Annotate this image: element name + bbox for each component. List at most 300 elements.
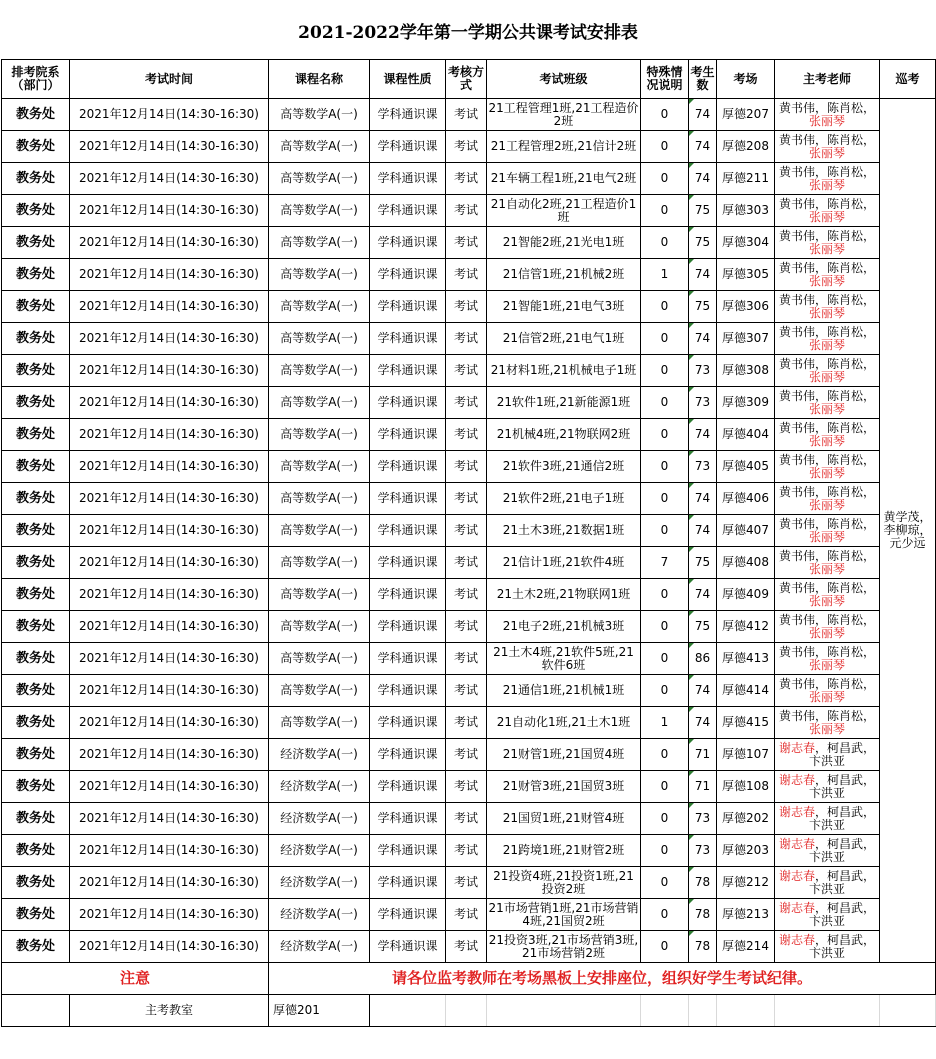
cell-special-note: 0	[641, 419, 689, 451]
cell-chief-examiner	[775, 867, 880, 899]
cell-chief-examiner	[775, 835, 880, 867]
table-row	[2, 131, 936, 163]
cell-exam-method: 考试	[446, 99, 487, 131]
cell-exam-classes: 21电子2班,21机械3班	[487, 611, 641, 643]
cell-exam-classes: 21投资3班,21市场营销3班,21市场营销2班	[487, 931, 641, 963]
cell-course-nature: 学科通识课	[370, 163, 446, 195]
cell-course-name: 经济数学A(一)	[269, 771, 370, 803]
header-classes: 考试班级	[487, 60, 641, 99]
cell-dept: 教务处	[2, 803, 70, 835]
cell-course-nature: 学科通识课	[370, 547, 446, 579]
cell-course-nature: 学科通识课	[370, 99, 446, 131]
cell-exam-room: 厚德203	[717, 835, 775, 867]
examiner-names-2: 张丽琴	[808, 433, 845, 448]
cell-course-name: 经济数学A(一)	[269, 835, 370, 867]
cell-student-count: 75	[689, 227, 717, 259]
footer-blank-cell	[370, 995, 446, 1027]
cell-exam-room: 厚德309	[717, 387, 775, 419]
cell-course-name: 高等数学A(一)	[269, 387, 370, 419]
cell-student-count: 71	[689, 771, 717, 803]
table-row	[2, 515, 936, 547]
cell-course-name: 高等数学A(一)	[269, 579, 370, 611]
cell-course-name: 经济数学A(一)	[269, 899, 370, 931]
cell-exam-method: 考试	[446, 387, 487, 419]
cell-chief-examiner	[775, 611, 880, 643]
cell-exam-room: 厚德303	[717, 195, 775, 227]
cell-course-nature: 学科通识课	[370, 355, 446, 387]
cell-exam-method: 考试	[446, 323, 487, 355]
examiner-names-2: 张丽琴	[808, 593, 845, 608]
cell-exam-time: 2021年12月14日(14:30-16:30)	[70, 643, 269, 675]
cell-exam-time: 2021年12月14日(14:30-16:30)	[70, 835, 269, 867]
cell-course-name: 高等数学A(一)	[269, 547, 370, 579]
cell-exam-classes: 21通信1班,21机械1班	[487, 675, 641, 707]
cell-course-name: 高等数学A(一)	[269, 163, 370, 195]
main-exam-room-value: 厚德201	[269, 995, 370, 1027]
cell-special-note: 0	[641, 611, 689, 643]
examiner-names-2: 张丽琴	[808, 465, 845, 480]
cell-course-nature: 学科通识课	[370, 195, 446, 227]
cell-exam-room: 厚德412	[717, 611, 775, 643]
cell-chief-examiner	[775, 163, 880, 195]
examiner-names-1: 黄书伟，陈肖松，	[778, 516, 875, 531]
cell-course-name: 高等数学A(一)	[269, 643, 370, 675]
examiner-names-1: 黄书伟，陈肖松，	[778, 292, 875, 307]
cell-exam-room: 厚德214	[717, 931, 775, 963]
cell-dept: 教务处	[2, 547, 70, 579]
cell-student-count: 74	[689, 579, 717, 611]
cell-chief-examiner	[775, 547, 880, 579]
header-teacher: 主考老师	[775, 60, 880, 99]
cell-exam-classes: 21土木2班,21物联网1班	[487, 579, 641, 611]
cell-exam-time: 2021年12月14日(14:30-16:30)	[70, 163, 269, 195]
cell-patrol: 黄学茂，李柳琼，元少远	[880, 99, 936, 963]
cell-exam-method: 考试	[446, 259, 487, 291]
cell-course-nature: 学科通识课	[370, 675, 446, 707]
cell-exam-classes: 21信管1班,21机械2班	[487, 259, 641, 291]
cell-exam-classes: 21市场营销1班,21市场营销4班,21国贸2班	[487, 899, 641, 931]
cell-dept: 教务处	[2, 99, 70, 131]
cell-exam-time: 2021年12月14日(14:30-16:30)	[70, 611, 269, 643]
examiner-names-2: 张丽琴	[808, 369, 845, 384]
cell-course-nature: 学科通识课	[370, 131, 446, 163]
cell-exam-room: 厚德404	[717, 419, 775, 451]
cell-exam-room: 厚德212	[717, 867, 775, 899]
cell-exam-time: 2021年12月14日(14:30-16:30)	[70, 931, 269, 963]
cell-course-nature: 学科通识课	[370, 419, 446, 451]
cell-chief-examiner	[775, 291, 880, 323]
examiner-names-2: 张丽琴	[808, 273, 845, 288]
cell-exam-room: 厚德213	[717, 899, 775, 931]
cell-dept: 教务处	[2, 515, 70, 547]
examiner-names-2: 张丽琴	[808, 305, 845, 320]
cell-exam-time: 2021年12月14日(14:30-16:30)	[70, 323, 269, 355]
examiner-names-1: 黄书伟，陈肖松，	[778, 388, 875, 403]
cell-course-nature: 学科通识课	[370, 867, 446, 899]
examiner-names-2: 张丽琴	[808, 529, 845, 544]
cell-special-note: 0	[641, 835, 689, 867]
table-row	[2, 195, 936, 227]
cell-exam-room: 厚德304	[717, 227, 775, 259]
cell-course-name: 高等数学A(一)	[269, 291, 370, 323]
table-row	[2, 931, 936, 963]
examiner-names-2: 张丽琴	[808, 337, 845, 352]
footer-blank-cell	[717, 995, 775, 1027]
cell-chief-examiner	[775, 931, 880, 963]
examiner-names-2: 张丽琴	[808, 497, 845, 512]
cell-course-nature: 学科通识课	[370, 739, 446, 771]
table-row	[2, 803, 936, 835]
cell-special-note: 0	[641, 355, 689, 387]
cell-special-note: 0	[641, 579, 689, 611]
examiner-names-2: 张丽琴	[808, 145, 845, 160]
table-row	[2, 579, 936, 611]
cell-course-name: 经济数学A(一)	[269, 739, 370, 771]
cell-dept: 教务处	[2, 195, 70, 227]
cell-course-name: 高等数学A(一)	[269, 419, 370, 451]
examiner-names-2: 张丽琴	[808, 721, 845, 736]
cell-exam-time: 2021年12月14日(14:30-16:30)	[70, 803, 269, 835]
cell-course-nature: 学科通识课	[370, 227, 446, 259]
examiner-names-2: 张丽琴	[808, 561, 845, 576]
cell-course-name: 高等数学A(一)	[269, 611, 370, 643]
cell-course-name: 高等数学A(一)	[269, 707, 370, 739]
table-row	[2, 675, 936, 707]
header-nature: 课程性质	[370, 60, 446, 99]
table-row	[2, 451, 936, 483]
cell-dept: 教务处	[2, 131, 70, 163]
cell-course-name: 经济数学A(一)	[269, 867, 370, 899]
cell-exam-method: 考试	[446, 227, 487, 259]
cell-exam-time: 2021年12月14日(14:30-16:30)	[70, 451, 269, 483]
cell-dept: 教务处	[2, 707, 70, 739]
cell-chief-examiner	[775, 195, 880, 227]
examiner-names-2: 张丽琴	[808, 113, 845, 128]
cell-student-count: 75	[689, 291, 717, 323]
examiner-names-1: 谢志春	[778, 868, 815, 883]
cell-exam-time: 2021年12月14日(14:30-16:30)	[70, 707, 269, 739]
cell-special-note: 0	[641, 771, 689, 803]
table-row	[2, 643, 936, 675]
cell-special-note: 1	[641, 259, 689, 291]
cell-special-note: 0	[641, 323, 689, 355]
cell-exam-room: 厚德407	[717, 515, 775, 547]
cell-student-count: 71	[689, 739, 717, 771]
table-header-row	[2, 60, 936, 99]
examiner-names-2: 张丽琴	[808, 625, 845, 640]
cell-exam-room: 厚德207	[717, 99, 775, 131]
footer-blank-cell	[487, 995, 641, 1027]
cell-exam-method: 考试	[446, 579, 487, 611]
cell-dept: 教务处	[2, 163, 70, 195]
cell-student-count: 75	[689, 195, 717, 227]
examiner-names-2: 张丽琴	[808, 209, 845, 224]
cell-exam-classes: 21财管1班,21国贸4班	[487, 739, 641, 771]
cell-exam-classes: 21材料1班,21机械电子1班	[487, 355, 641, 387]
cell-special-note: 0	[641, 99, 689, 131]
footer-blank-cell	[446, 995, 487, 1027]
examiner-names-2: ，柯昌武，卞洪亚	[808, 932, 876, 960]
cell-course-nature: 学科通识课	[370, 259, 446, 291]
footer-blank-cell	[880, 995, 936, 1027]
table-row	[2, 707, 936, 739]
cell-exam-room: 厚德406	[717, 483, 775, 515]
cell-course-nature: 学科通识课	[370, 835, 446, 867]
cell-chief-examiner	[775, 419, 880, 451]
table-row	[2, 867, 936, 899]
table-row	[2, 419, 936, 451]
cell-exam-method: 考试	[446, 451, 487, 483]
cell-student-count: 78	[689, 867, 717, 899]
cell-course-name: 高等数学A(一)	[269, 227, 370, 259]
cell-exam-method: 考试	[446, 835, 487, 867]
header-patrol: 巡考	[880, 60, 936, 99]
cell-exam-time: 2021年12月14日(14:30-16:30)	[70, 291, 269, 323]
cell-course-name: 高等数学A(一)	[269, 99, 370, 131]
examiner-names-2: ，柯昌武，卞洪亚	[808, 868, 876, 896]
cell-student-count: 74	[689, 675, 717, 707]
cell-exam-classes: 21信计1班,21软件4班	[487, 547, 641, 579]
cell-student-count: 74	[689, 323, 717, 355]
cell-exam-time: 2021年12月14日(14:30-16:30)	[70, 419, 269, 451]
cell-dept: 教务处	[2, 611, 70, 643]
notice-text: 请各位监考教师在考场黑板上安排座位，组织好学生考试纪律。	[269, 963, 936, 995]
cell-student-count: 74	[689, 259, 717, 291]
notice-label: 注意	[2, 963, 269, 995]
cell-chief-examiner	[775, 739, 880, 771]
cell-exam-time: 2021年12月14日(14:30-16:30)	[70, 675, 269, 707]
examiner-names-2: ，柯昌武，卞洪亚	[808, 900, 876, 928]
cell-exam-time: 2021年12月14日(14:30-16:30)	[70, 99, 269, 131]
cell-exam-room: 厚德405	[717, 451, 775, 483]
cell-dept: 教务处	[2, 291, 70, 323]
cell-exam-method: 考试	[446, 483, 487, 515]
cell-special-note: 0	[641, 931, 689, 963]
cell-chief-examiner	[775, 803, 880, 835]
examiner-names-1: 黄书伟，陈肖松，	[778, 484, 875, 499]
cell-dept: 教务处	[2, 835, 70, 867]
header-count: 考生数	[689, 60, 717, 99]
cell-student-count: 75	[689, 611, 717, 643]
cell-exam-room: 厚德408	[717, 547, 775, 579]
cell-exam-time: 2021年12月14日(14:30-16:30)	[70, 899, 269, 931]
examiner-names-2: ，柯昌武，卞洪亚	[808, 836, 876, 864]
cell-exam-time: 2021年12月14日(14:30-16:30)	[70, 387, 269, 419]
cell-exam-room: 厚德108	[717, 771, 775, 803]
examiner-names-1: 谢志春	[778, 900, 815, 915]
page-title: 2021-2022学年第一学期公共课考试安排表	[0, 0, 936, 60]
examiner-names-1: 黄书伟，陈肖松，	[778, 420, 875, 435]
cell-chief-examiner	[775, 355, 880, 387]
cell-course-nature: 学科通识课	[370, 899, 446, 931]
table-row	[2, 291, 936, 323]
examiner-names-1: 黄书伟，陈肖松，	[778, 356, 875, 371]
cell-chief-examiner	[775, 99, 880, 131]
cell-chief-examiner	[775, 899, 880, 931]
examiner-names-2: ，柯昌武，卞洪亚	[808, 804, 876, 832]
cell-exam-method: 考试	[446, 675, 487, 707]
cell-exam-room: 厚德413	[717, 643, 775, 675]
cell-special-note: 0	[641, 131, 689, 163]
cell-exam-time: 2021年12月14日(14:30-16:30)	[70, 355, 269, 387]
cell-chief-examiner	[775, 579, 880, 611]
footer-blank-cell	[775, 995, 880, 1027]
table-row	[2, 227, 936, 259]
cell-chief-examiner	[775, 643, 880, 675]
examiner-names-2: 张丽琴	[808, 657, 845, 672]
cell-student-count: 74	[689, 419, 717, 451]
cell-course-nature: 学科通识课	[370, 451, 446, 483]
cell-chief-examiner	[775, 675, 880, 707]
cell-dept: 教务处	[2, 355, 70, 387]
examiner-names-1: 谢志春	[778, 804, 815, 819]
cell-exam-classes: 21土木3班,21数据1班	[487, 515, 641, 547]
cell-course-nature: 学科通识课	[370, 931, 446, 963]
table-row	[2, 611, 936, 643]
cell-exam-method: 考试	[446, 163, 487, 195]
cell-course-nature: 学科通识课	[370, 611, 446, 643]
header-method: 考核方式	[446, 60, 487, 99]
cell-chief-examiner	[775, 483, 880, 515]
examiner-names-2: 张丽琴	[808, 401, 845, 416]
cell-exam-method: 考试	[446, 931, 487, 963]
header-course: 课程名称	[269, 60, 370, 99]
cell-student-count: 74	[689, 515, 717, 547]
examiner-names-1: 黄书伟，陈肖松，	[778, 708, 875, 723]
cell-dept: 教务处	[2, 483, 70, 515]
cell-student-count: 74	[689, 131, 717, 163]
cell-special-note: 0	[641, 643, 689, 675]
cell-course-nature: 学科通识课	[370, 291, 446, 323]
cell-dept: 教务处	[2, 643, 70, 675]
cell-chief-examiner	[775, 323, 880, 355]
cell-exam-method: 考试	[446, 355, 487, 387]
cell-exam-time: 2021年12月14日(14:30-16:30)	[70, 259, 269, 291]
examiner-names-1: 黄书伟，陈肖松，	[778, 164, 875, 179]
examiner-names-2: ，柯昌武，卞洪亚	[808, 740, 876, 768]
cell-course-nature: 学科通识课	[370, 579, 446, 611]
cell-exam-classes: 21软件2班,21电子1班	[487, 483, 641, 515]
cell-chief-examiner	[775, 387, 880, 419]
cell-exam-classes: 21工程管理1班,21工程造价2班	[487, 99, 641, 131]
cell-course-nature: 学科通识课	[370, 707, 446, 739]
cell-exam-classes: 21机械4班,21物联网2班	[487, 419, 641, 451]
cell-exam-time: 2021年12月14日(14:30-16:30)	[70, 195, 269, 227]
cell-dept: 教务处	[2, 259, 70, 291]
cell-dept: 教务处	[2, 675, 70, 707]
cell-student-count: 73	[689, 355, 717, 387]
cell-dept: 教务处	[2, 323, 70, 355]
cell-exam-room: 厚德305	[717, 259, 775, 291]
cell-exam-room: 厚德409	[717, 579, 775, 611]
cell-student-count: 74	[689, 99, 717, 131]
cell-exam-classes: 21智能1班,21电气3班	[487, 291, 641, 323]
table-row	[2, 163, 936, 195]
cell-exam-time: 2021年12月14日(14:30-16:30)	[70, 867, 269, 899]
cell-exam-classes: 21软件3班,21通信2班	[487, 451, 641, 483]
header-time: 考试时间	[70, 60, 269, 99]
cell-exam-time: 2021年12月14日(14:30-16:30)	[70, 227, 269, 259]
cell-chief-examiner	[775, 771, 880, 803]
cell-course-name: 高等数学A(一)	[269, 515, 370, 547]
examiner-names-2: 张丽琴	[808, 689, 845, 704]
cell-special-note: 7	[641, 547, 689, 579]
cell-special-note: 0	[641, 291, 689, 323]
examiner-names-1: 黄书伟，陈肖松，	[778, 100, 875, 115]
examiner-names-1: 黄书伟，陈肖松，	[778, 260, 875, 275]
cell-chief-examiner	[775, 515, 880, 547]
cell-student-count: 86	[689, 643, 717, 675]
cell-exam-time: 2021年12月14日(14:30-16:30)	[70, 739, 269, 771]
cell-special-note: 1	[641, 707, 689, 739]
cell-exam-room: 厚德414	[717, 675, 775, 707]
cell-special-note: 0	[641, 451, 689, 483]
cell-course-nature: 学科通识课	[370, 387, 446, 419]
cell-exam-method: 考试	[446, 515, 487, 547]
cell-special-note: 0	[641, 739, 689, 771]
cell-student-count: 73	[689, 451, 717, 483]
header-special: 特殊情况说明	[641, 60, 689, 99]
cell-special-note: 0	[641, 227, 689, 259]
cell-student-count: 73	[689, 387, 717, 419]
examiner-names-1: 黄书伟，陈肖松，	[778, 644, 875, 659]
cell-student-count: 78	[689, 931, 717, 963]
cell-exam-classes: 21智能2班,21光电1班	[487, 227, 641, 259]
cell-exam-method: 考试	[446, 611, 487, 643]
cell-dept: 教务处	[2, 931, 70, 963]
cell-special-note: 0	[641, 899, 689, 931]
cell-special-note: 0	[641, 803, 689, 835]
cell-exam-method: 考试	[446, 643, 487, 675]
table-row	[2, 835, 936, 867]
cell-course-name: 高等数学A(一)	[269, 131, 370, 163]
cell-exam-time: 2021年12月14日(14:30-16:30)	[70, 515, 269, 547]
cell-exam-room: 厚德307	[717, 323, 775, 355]
table-row	[2, 547, 936, 579]
examiner-names-1: 黄书伟，陈肖松，	[778, 452, 875, 467]
cell-course-name: 高等数学A(一)	[269, 355, 370, 387]
cell-exam-time: 2021年12月14日(14:30-16:30)	[70, 483, 269, 515]
table-row	[2, 771, 936, 803]
cell-course-name: 高等数学A(一)	[269, 323, 370, 355]
cell-exam-classes: 21财管3班,21国贸3班	[487, 771, 641, 803]
examiner-names-1: 黄书伟，陈肖松，	[778, 612, 875, 627]
cell-exam-room: 厚德208	[717, 131, 775, 163]
cell-dept: 教务处	[2, 899, 70, 931]
examiner-names-1: 谢志春	[778, 932, 815, 947]
notice-row	[2, 963, 936, 995]
examiner-names-1: 黄书伟，陈肖松，	[778, 196, 875, 211]
cell-exam-time: 2021年12月14日(14:30-16:30)	[70, 131, 269, 163]
cell-exam-room: 厚德306	[717, 291, 775, 323]
cell-course-nature: 学科通识课	[370, 323, 446, 355]
cell-exam-classes: 21信管2班,21电气1班	[487, 323, 641, 355]
cell-course-name: 经济数学A(一)	[269, 931, 370, 963]
footer-blank-cell	[641, 995, 689, 1027]
cell-student-count: 74	[689, 483, 717, 515]
footer-row	[2, 995, 936, 1027]
cell-exam-room: 厚德308	[717, 355, 775, 387]
cell-chief-examiner	[775, 259, 880, 291]
cell-dept: 教务处	[2, 579, 70, 611]
cell-course-nature: 学科通识课	[370, 771, 446, 803]
cell-chief-examiner	[775, 131, 880, 163]
cell-student-count: 75	[689, 547, 717, 579]
examiner-names-1: 谢志春	[778, 740, 815, 755]
cell-special-note: 0	[641, 867, 689, 899]
cell-dept: 教务处	[2, 227, 70, 259]
examiner-names-1: 黄书伟，陈肖松，	[778, 324, 875, 339]
